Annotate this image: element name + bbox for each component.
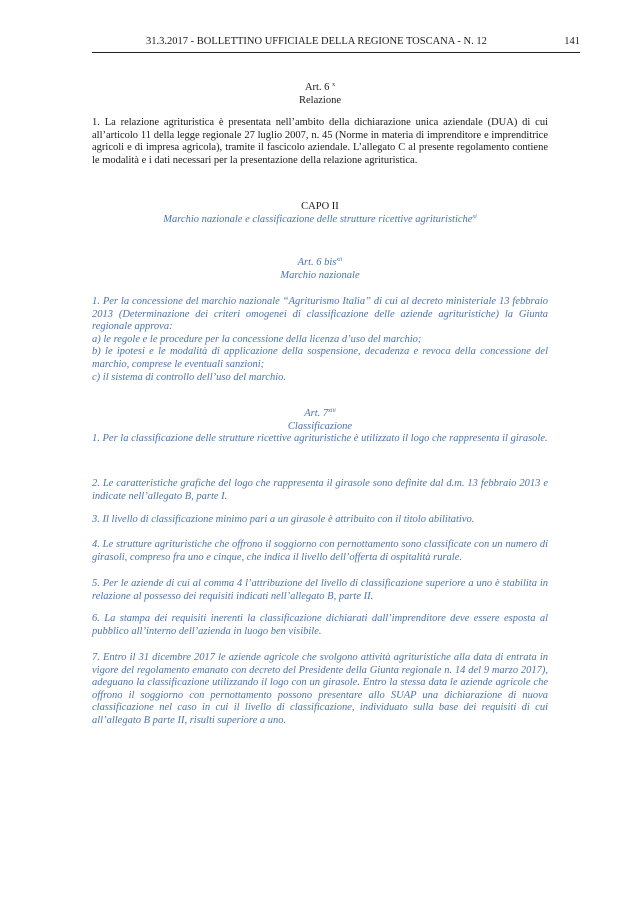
art6bis-item-c: c) il sistema di controllo dell’uso del marchio. xyxy=(92,371,287,383)
art6bis-item-a: a) le regole e le procedure per la concessione della licenza d’uso del marchio; xyxy=(92,333,422,345)
art7-paragraph-6 xyxy=(92,613,548,638)
art6-note: x xyxy=(332,82,336,88)
art6bis-subtitle: Marchio nazionale xyxy=(280,269,360,281)
art7-paragraph-7 xyxy=(92,652,548,728)
art7-paragraph-4-text: 4. Le strutture agrituristiche che offrono il soggiorno con pernottamento sono classificate con un numero di girasoli, compreso fra uno e cinque, che indica il livello dell’offerta di ospitalità rurale. xyxy=(92,539,548,563)
header-rule xyxy=(92,52,580,53)
art7-note: xiii xyxy=(328,408,336,414)
art6-paragraph xyxy=(92,117,548,167)
art6bis-note: xii xyxy=(336,257,343,263)
art7-paragraph-5 xyxy=(92,578,548,603)
art6bis-item-b: b) le ipotesi e le modalità di applicazione della sospensione, decadenza e revoca della concessione del marchio, comprese le eventuali sanzioni; xyxy=(92,346,548,370)
art7-subtitle: Classificazione xyxy=(287,420,353,432)
capo2-note: xi xyxy=(472,213,477,220)
art6-paragraph-text: 1. La relazione agrituristica è presentata nell’ambito della dichiarazione unica aziendale (DUA) di cui all’articolo 11 della legge regionale 27 luglio 2007, n. 45 (Norme in materia di imprenditore e imprenditrice agricoli e di impresa agricola), tramite il fascicolo aziendale. L’allegato C al presente regolamento contiene le modalità e i dati necessari per la presentazione della relazione agrituristica. xyxy=(92,117,548,166)
art7-heading xyxy=(92,408,548,433)
art6bis-body xyxy=(92,296,548,384)
page-number: 141 xyxy=(564,36,580,47)
art7-paragraph-1 xyxy=(92,433,548,446)
capo2-subtitle: Marchio nazionale e classificazione delle strutture ricettive agrituristiche xyxy=(163,213,473,225)
art7-paragraph-2-text: 2. Le caratteristiche grafiche del logo che rappresenta il girasole sono definite dal d.m. 13 febbraio 2013 e indicate nell’allegato B, parte I. xyxy=(92,478,548,502)
capo2-heading xyxy=(92,201,548,226)
page-header xyxy=(92,36,580,50)
art6-title: Art. 6 xyxy=(304,82,330,93)
art7-paragraph-3 xyxy=(92,514,548,527)
art7-paragraph-1-text: 1. Per la classificazione delle strutture ricettive agrituristiche è utilizzato il logo che rappresenta il girasole. xyxy=(92,433,548,444)
art7-paragraph-2 xyxy=(92,478,548,503)
art7-paragraph-3-text: 3. Il livello di classificazione minimo pari a un girasole è attribuito con il titolo abilitativo. xyxy=(92,514,475,525)
art6-heading xyxy=(92,82,548,107)
art7-paragraph-4 xyxy=(92,539,548,564)
art6bis-intro: 1. Per la concessione del marchio nazionale “Agriturismo Italia” di cui al decreto ministeriale 13 febbraio 2013 (Determinazione dei criteri omogenei di classificazione delle aziende agrituristiche) la Giunta regionale approva: xyxy=(92,296,548,333)
art7-paragraph-6-text: 6. La stampa dei requisiti inerenti la classificazione dichiarati dall’imprenditore deve essere esposta al pubblico all’interno dell’azienda in luogo ben visibile. xyxy=(92,613,548,637)
art6bis-title: Art. 6 bis xyxy=(297,257,337,268)
header-title: 31.3.2017 - BOLLETTINO UFFICIALE DELLA REGIONE TOSCANA - N. 12 xyxy=(146,36,487,47)
art7-paragraph-7-text: 7. Entro il 31 dicembre 2017 le aziende agricole che svolgono attività agrituristiche alla data di entrata in vigore del regolamento emanato con decreto del Presidente della Giunta regionale n. 14 del 9 marzo 2017), adeguano la classificazione utilizzando il logo con un girasole. Entro la stessa data le aziende agricole che offrono il soggiorno con pernottamento possono presentare allo SUAP una dichiarazione di nuova classificazione nel caso in cui il livello di classificazione, individuato sulla base dei requisiti di cui all’allegato B parte II, risulti superiore a uno. xyxy=(92,652,548,726)
art7-paragraph-5-text: 5. Per le aziende di cui al comma 4 l’attribuzione del livello di classificazione superiore a uno è stabilita in relazione al possesso dei requisiti indicati nell’allegato B, parte II. xyxy=(92,578,548,602)
art7-title: Art. 7 xyxy=(304,408,329,419)
art6bis-heading xyxy=(92,257,548,282)
capo2-title: CAPO II xyxy=(301,201,339,212)
art6-subtitle: Relazione xyxy=(299,94,341,106)
